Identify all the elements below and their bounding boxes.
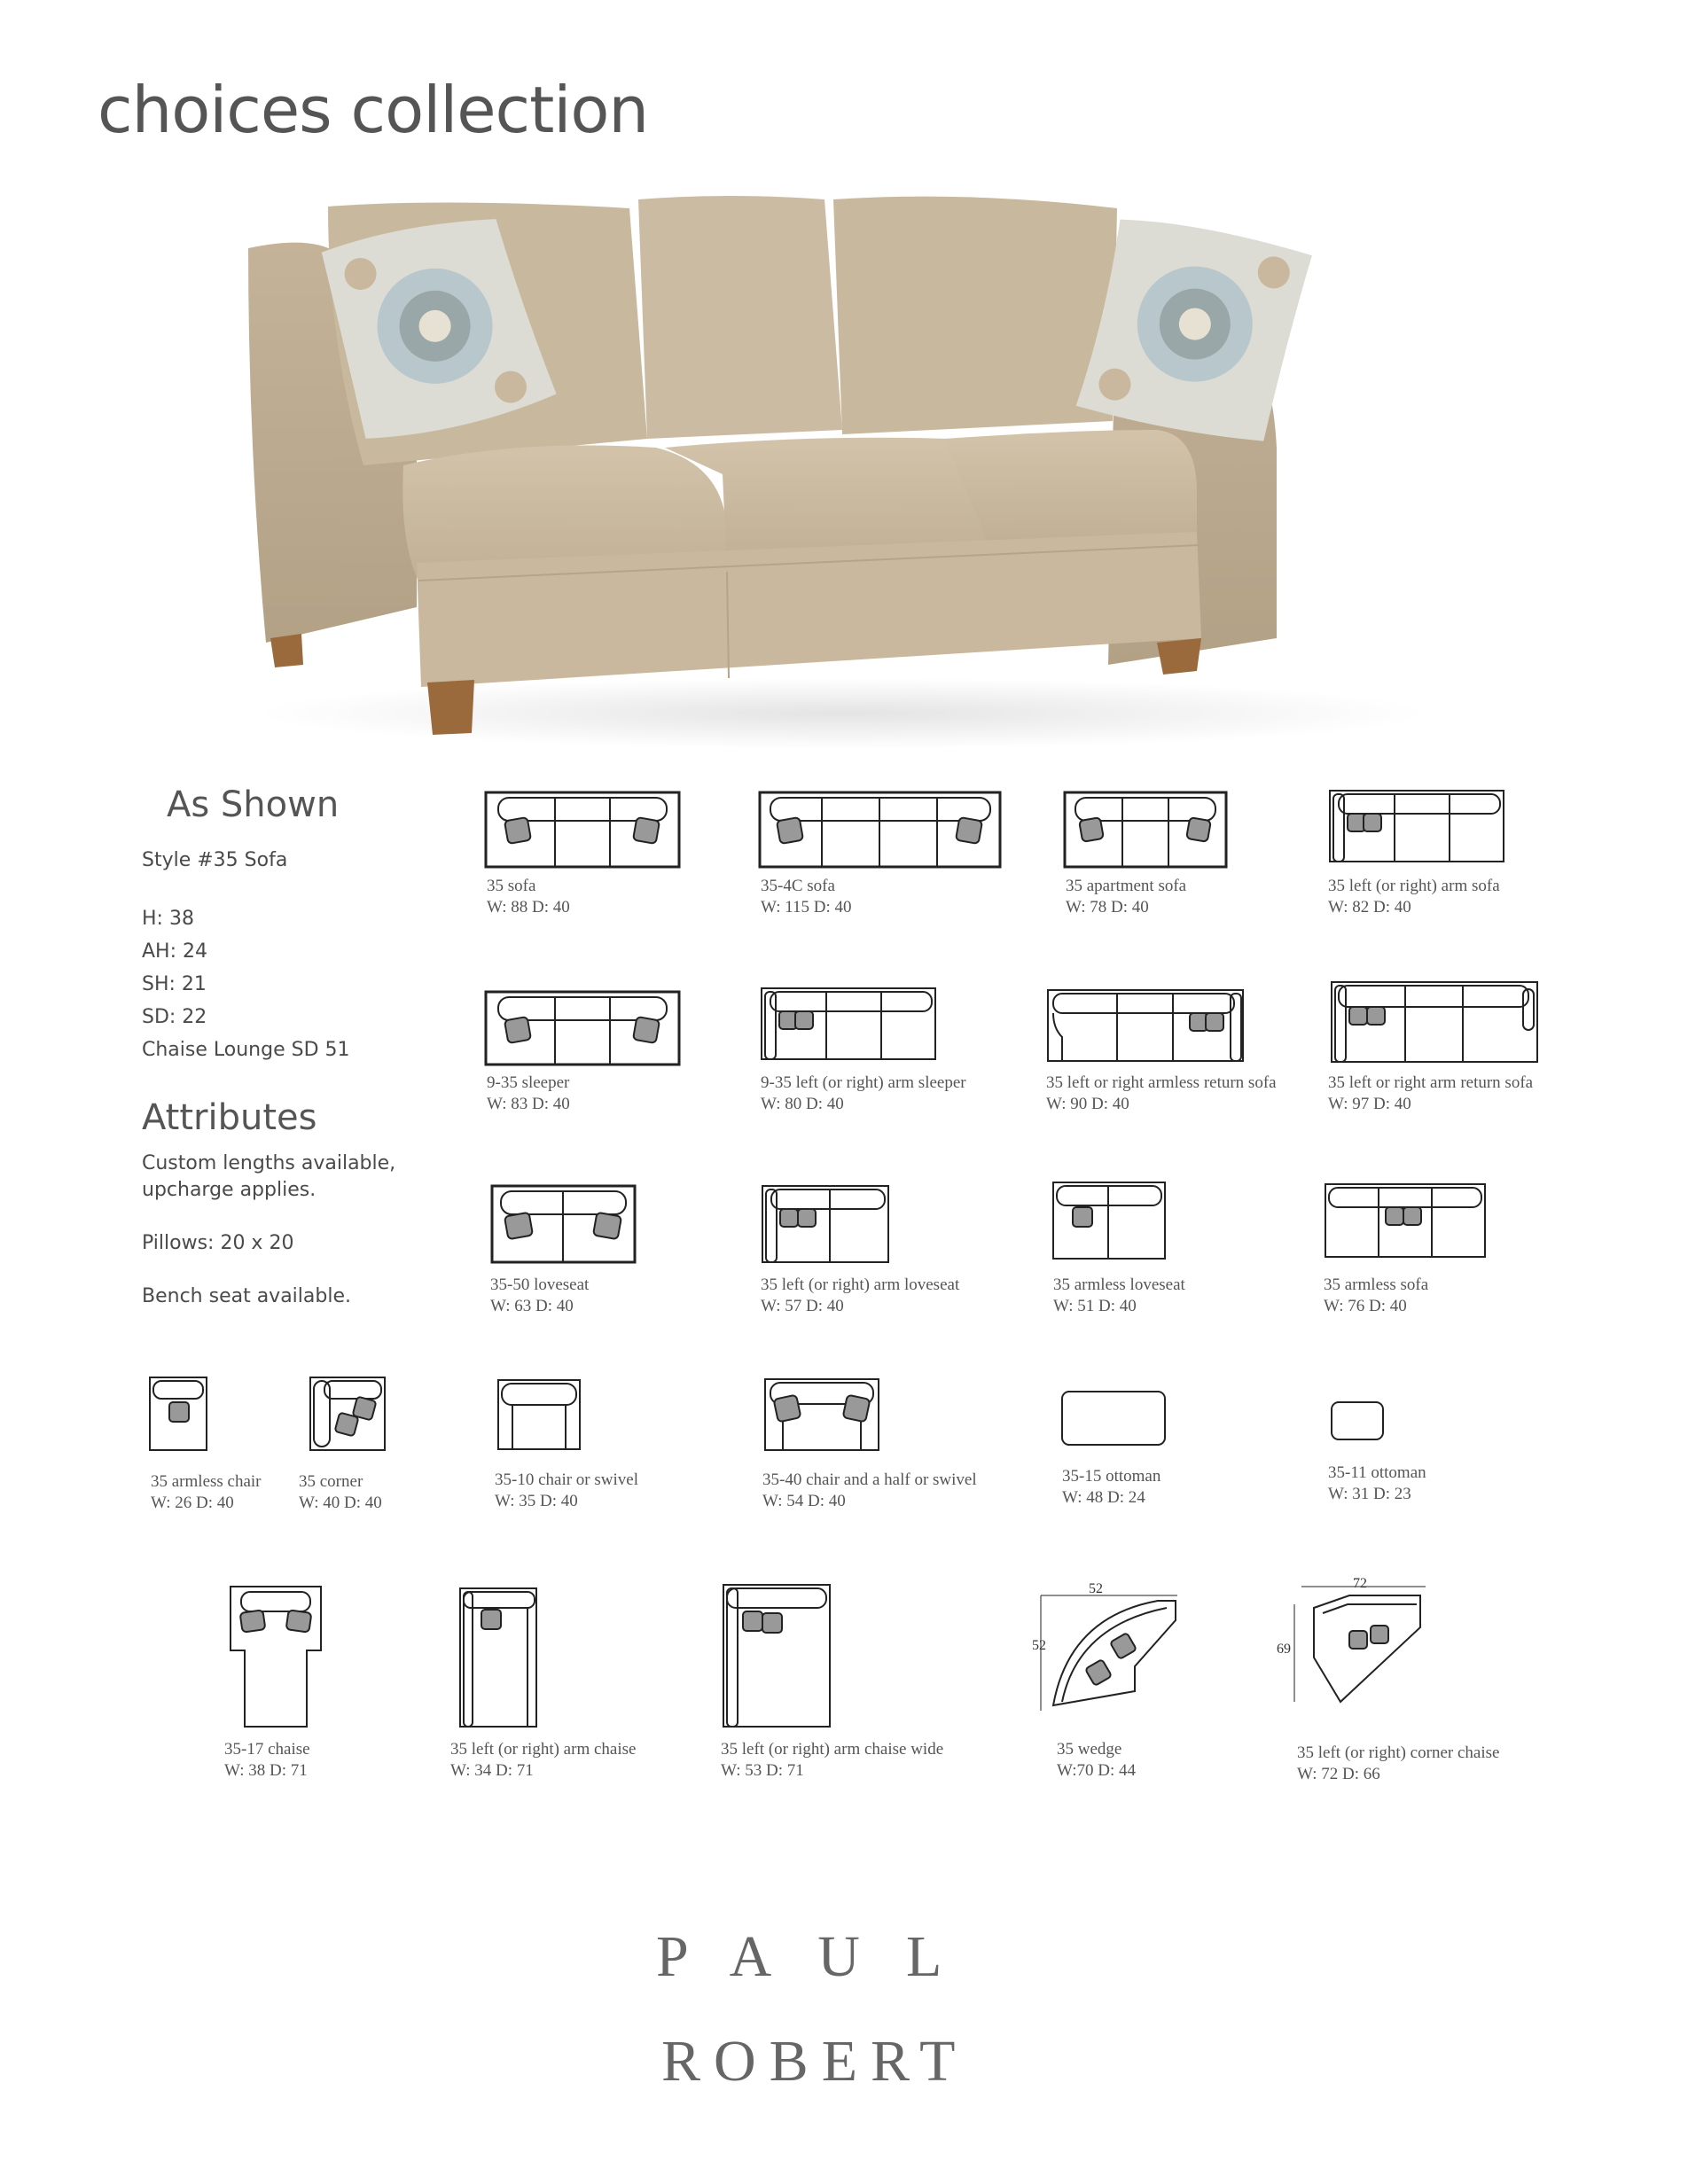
caption-dims: W: 97 D: 40 <box>1328 1095 1411 1113</box>
dim-arm-height: AH: 24 <box>142 940 207 963</box>
caption-dims: W: 57 D: 40 <box>761 1297 844 1315</box>
diagram-35-17-chaise <box>229 1585 323 1728</box>
diagram-35-apartment-sofa <box>1063 791 1228 870</box>
caption-name: 35 left (or right) arm loveseat <box>761 1275 960 1294</box>
diagram-35-sofa <box>484 791 681 870</box>
caption-name: 35-10 chair or swivel <box>495 1470 638 1489</box>
caption-name: 35-50 loveseat <box>490 1275 590 1294</box>
caption-name: 9-35 left (or right) arm sleeper <box>761 1073 966 1092</box>
caption-name: 35 left or right arm return sofa <box>1328 1073 1534 1092</box>
caption-dims: W: 78 D: 40 <box>1066 898 1149 916</box>
diagram-35-arm-chaise-wide <box>722 1583 832 1730</box>
caption-name: 35 armless sofa <box>1324 1275 1429 1294</box>
sofa-photo <box>231 182 1454 758</box>
caption-dims: W: 90 D: 40 <box>1046 1095 1129 1113</box>
attr-custom-lengths: Custom lengths available, <box>142 1152 396 1174</box>
attr-upcharge: upcharge applies. <box>142 1179 316 1201</box>
attr-pillows: Pillows: 20 x 20 <box>142 1232 294 1254</box>
caption-dims: W: 76 D: 40 <box>1324 1297 1407 1315</box>
diagram-35-arm-chaise <box>458 1587 538 1730</box>
brand-logo-robert: ROBERT <box>661 2029 969 2094</box>
caption-dims: W: 40 D: 40 <box>299 1494 382 1512</box>
corner-chaise-top-dimension: 72 <box>1353 1576 1367 1591</box>
wedge-side-dimension: 52 <box>1032 1638 1046 1653</box>
diagram-35-armless-chair <box>148 1376 208 1454</box>
caption-dims: W: 51 D: 40 <box>1053 1297 1137 1315</box>
caption-name: 35 corner <box>299 1472 363 1491</box>
diagram-35-wedge <box>1034 1581 1184 1714</box>
caption-dims: W: 35 D: 40 <box>495 1492 578 1510</box>
diagram-35-arm-return-sofa <box>1330 980 1539 1065</box>
caption-dims: W: 54 D: 40 <box>762 1492 846 1510</box>
caption-dims: W: 115 D: 40 <box>761 898 852 916</box>
style-label: Style #35 Sofa <box>142 849 288 871</box>
caption-dims: W: 34 D: 71 <box>450 1761 534 1780</box>
diagram-35-4c-sofa <box>758 791 1002 870</box>
caption-name: 35 wedge <box>1057 1740 1122 1759</box>
diagram-35-15-ottoman <box>1060 1390 1167 1447</box>
corner-chaise-side-dimension: 69 <box>1277 1642 1291 1657</box>
caption-dims: W:70 D: 44 <box>1057 1761 1137 1780</box>
caption-name: 35 apartment sofa <box>1066 877 1187 895</box>
caption-dims: W: 31 D: 23 <box>1328 1485 1411 1503</box>
diagram-35-arm-loveseat <box>761 1184 890 1266</box>
diagram-35-arm-sofa <box>1328 789 1505 865</box>
caption-name: 35-4C sofa <box>761 877 835 895</box>
caption-name: 35-11 ottoman <box>1328 1463 1426 1482</box>
diagram-35-armless-loveseat <box>1051 1181 1167 1262</box>
caption-dims: W: 38 D: 71 <box>224 1761 308 1780</box>
diagram-35-10-chair <box>496 1378 582 1453</box>
caption-dims: W: 48 D: 24 <box>1062 1488 1145 1507</box>
diagram-35-corner-chaise <box>1287 1578 1429 1711</box>
diagram-35-40-chair-and-a-half <box>763 1377 880 1454</box>
page-title: choices collection <box>98 73 648 147</box>
diagram-35-corner <box>309 1376 387 1454</box>
wedge-top-dimension: 52 <box>1089 1581 1103 1596</box>
diagram-35-50-loveseat <box>490 1184 637 1266</box>
caption-name: 35 armless chair <box>151 1472 262 1491</box>
dim-seat-depth: SD: 22 <box>142 1006 207 1028</box>
dim-height: H: 38 <box>142 908 194 930</box>
caption-dims: W: 82 D: 40 <box>1328 898 1411 916</box>
caption-name: 35-17 chaise <box>224 1740 310 1759</box>
as-shown-heading: As Shown <box>167 784 340 825</box>
caption-dims: W: 72 D: 66 <box>1297 1765 1380 1783</box>
caption-name: 35 left (or right) arm sofa <box>1328 877 1500 895</box>
attr-bench: Bench seat available. <box>142 1285 351 1307</box>
attributes-heading: Attributes <box>142 1097 317 1138</box>
dim-chaise-depth: Chaise Lounge SD 51 <box>142 1039 350 1061</box>
caption-dims: W: 83 D: 40 <box>487 1095 570 1113</box>
diagram-35-11-ottoman <box>1330 1400 1385 1441</box>
caption-name: 35 sofa <box>487 877 536 895</box>
caption-name: 35 left (or right) arm chaise <box>450 1740 637 1759</box>
diagram-35-armless-return-sofa <box>1046 988 1245 1065</box>
diagram-9-35-sleeper <box>484 990 681 1068</box>
caption-dims: W: 80 D: 40 <box>761 1095 844 1113</box>
caption-name: 35-15 ottoman <box>1062 1467 1161 1486</box>
caption-dims: W: 63 D: 40 <box>490 1297 574 1315</box>
brand-logo-paul: PAUL <box>656 1924 989 1989</box>
caption-dims: W: 53 D: 71 <box>721 1761 804 1780</box>
caption-dims: W: 88 D: 40 <box>487 898 570 916</box>
caption-name: 9-35 sleeper <box>487 1073 570 1092</box>
caption-name: 35 left or right armless return sofa <box>1046 1073 1277 1092</box>
diagram-9-35-arm-sleeper <box>760 987 937 1063</box>
caption-name: 35 left (or right) corner chaise <box>1297 1743 1500 1762</box>
caption-name: 35-40 chair and a half or swivel <box>762 1470 977 1489</box>
dim-seat-height: SH: 21 <box>142 973 207 995</box>
caption-name: 35 left (or right) arm chaise wide <box>721 1740 944 1759</box>
caption-name: 35 armless loveseat <box>1053 1275 1185 1294</box>
caption-dims: W: 26 D: 40 <box>151 1494 234 1512</box>
diagram-35-armless-sofa <box>1324 1182 1487 1260</box>
